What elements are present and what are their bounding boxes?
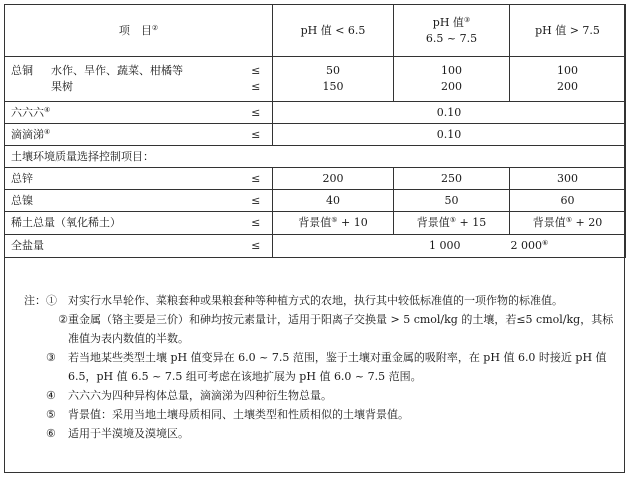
hch-label: 六六六④ — [5, 102, 240, 124]
note-3: ③ 若当地某些类型土壤 pH 值变异在 6.0 ~ 7.5 范围，鉴于土壤对重金属的吸附率，在 pH 值 6.0 时接近 pH 值 6.5，pH 值 6.5 ~ 7.5 组可考虑在该地扩展为 pH 值 6.0 ~ 7.5 范围。 — [46, 351, 607, 383]
ree-ph-low: 背景值⑤ + 10 — [273, 212, 394, 235]
copper-ph-low: 50 150 — [273, 57, 394, 102]
zinc-ph-low: 200 — [273, 168, 394, 190]
table-row-section — [5, 146, 626, 168]
table-row-zinc — [5, 168, 626, 190]
salt-op: ≤ — [240, 235, 273, 258]
nickel-ph-low: 40 — [273, 190, 394, 212]
ree-ph-mid: 背景值⑤ + 15 — [394, 212, 510, 235]
ree-label: 稀土总量（氧化稀土） — [5, 212, 240, 235]
table-row-nickel — [5, 190, 626, 212]
table-row-copper — [5, 57, 626, 102]
header-item: 项 目② — [5, 5, 273, 57]
table-row-ddt — [5, 124, 626, 146]
ddt-op: ≤ — [240, 124, 273, 146]
hch-op: ≤ — [240, 102, 273, 124]
notes-block — [24, 291, 620, 443]
nickel-ph-high: 60 — [510, 190, 626, 212]
nickel-ph-mid: 50 — [394, 190, 510, 212]
zinc-op: ≤ — [240, 168, 273, 190]
ree-op: ≤ — [240, 212, 273, 235]
table-row-ree — [5, 212, 626, 235]
copper-op: ≤ ≤ — [240, 57, 273, 102]
nickel-op: ≤ — [240, 190, 273, 212]
zinc-label: 总锌 — [5, 168, 240, 190]
zinc-ph-high: 300 — [510, 168, 626, 190]
salt-label: 全盐量 — [5, 235, 240, 258]
ddt-label: 滴滴涕④ — [5, 124, 240, 146]
header-ph-mid: pH 值③ 6.5 ~ 7.5 — [394, 5, 510, 57]
hch-value: 0.10 — [273, 102, 626, 124]
section-title: 土壤环境质量选择控制项目： — [5, 146, 626, 168]
soil-standard-table — [4, 4, 626, 258]
ree-ph-high: 背景值⑤ + 20 — [510, 212, 626, 235]
copper-ph-mid: 100 200 — [394, 57, 510, 102]
ddt-value: 0.10 — [273, 124, 626, 146]
nickel-label: 总镍 — [5, 190, 240, 212]
table-header-row — [5, 5, 626, 57]
note-2: ② 重金属（铬主要是三价）和砷均按元素量计，适用于阳离子交换量 > 5 cmol/kg 的土壤，若≤5 cmol/kg，其标准值为表内数值的半数。 — [58, 313, 614, 345]
header-ph-high: pH 值 > 7.5 — [510, 5, 626, 57]
note-6: ⑥ 适用于半漠境及漠境区。 — [46, 427, 189, 440]
table-row-salt — [5, 235, 626, 258]
salt-values: 1 000 2 000⑥ — [273, 235, 626, 258]
note-4: ④ 六六六为四种异构体总量，滴滴涕为四种衍生物总量。 — [46, 389, 332, 402]
note-1: 注：① 对实行水旱轮作、菜粮套种或果粮套种等种植方式的农地，执行其中较低标准值的一项作物的标准值。 — [24, 294, 563, 307]
copper-ph-high: 100 200 — [510, 57, 626, 102]
copper-label: 总铜 水作、旱作、蔬菜、柑橘等 果树 — [5, 57, 240, 102]
zinc-ph-mid: 250 — [394, 168, 510, 190]
note-5: ⑤ 背景值：采用当地土壤母质相同、土壤类型和性质相似的土壤背景值。 — [46, 408, 409, 421]
header-ph-low: pH 值 < 6.5 — [273, 5, 394, 57]
table-row-hch — [5, 102, 626, 124]
